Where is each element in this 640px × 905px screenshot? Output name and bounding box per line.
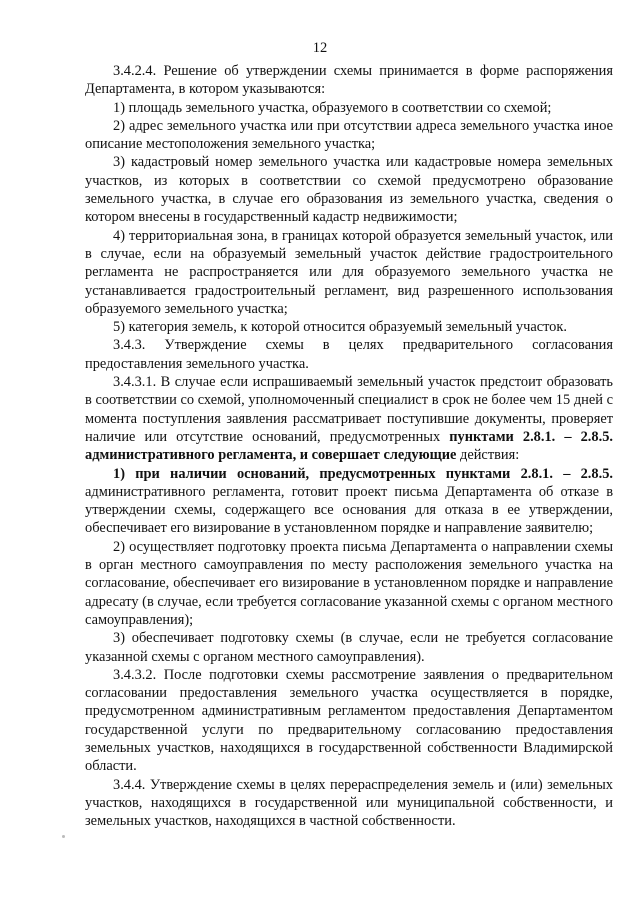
document-body [85, 62, 613, 830]
list-item-3: 3) кадастровый номер земельного участка или кадастровые номера земельных участков, из которых в соответствии со схемой предусмотрено образование земельного участка, в случае его образования из земельного участка, сведения о котором внесены в государственный кадастр недвижимости; [85, 154, 613, 226]
page-number: 12 [312, 40, 328, 56]
action-item-1 [85, 465, 613, 538]
paragraph-3-4-3-1-text: 3.4.3.1. В случае если испрашиваемый земельный участок предстоит образовать в соответствии со схемой, уполномоченный специалист в срок не более чем 15 дней с момента поступления заявления рассматривает поступившие документы, проверяет наличие или отсутствие оснований, предусмотренных [85, 374, 613, 445]
list-item-1: 1) площадь земельного участка, образуемого в соответствии со схемой; [113, 99, 552, 116]
paragraph-3-4-3: 3.4.3. Утверждение схемы в целях предварительного согласования предоставления земельного участка. [85, 337, 613, 372]
action-item-3: 3) обеспечивает подготовку схемы (в случае, если не требуется согласование указанной схемы с органом местного самоуправления). [85, 630, 613, 665]
action-item-1-bold: 1) при наличии оснований, предусмотренных пунктами 2.8.1. – 2.8.5. [113, 465, 613, 482]
paragraph-3-4-3-1-tail: действия: [456, 447, 520, 464]
list-item-5: 5) категория земель, к которой относится образуемый земельный участок. [113, 319, 567, 336]
list-item-2: 2) адрес земельного участка или при отсутствии адреса земельного участка иное описание местоположения земельного участка; [85, 117, 613, 153]
action-item-2: 2) осуществляет подготовку проекта письма Департамента о направлении схемы в орган местного самоуправления по месту расположения земельного участка на согласование, обеспечивает его визирование в установленном порядке и направление адресату (в случае, если требуется согласование указанной схемы с органом местного самоуправления); [85, 538, 613, 628]
action-item-1-text: административного регламента, готовит проект письма Департамента об отказе в утверждении схемы, содержащего все основания для отказа в ее утверждении, обеспечивает его визирование в установленном порядке и направление заявителю; [85, 483, 613, 537]
scan-speck [62, 835, 65, 838]
list-item-4: 4) территориальная зона, в границах которой образуется земельный участок, или в случае, если на образуемый земельный участок действие градостроительного регламента не распространяется или для образуемого земельного участка не устанавливается градостроительный регламент, вид разрешенного использования образуемого земельного участка; [85, 227, 613, 317]
paragraph-3-4-3-1-bold: пунктами 2.8.1. – 2.8.5. административного регламента, и совершает следующие [85, 428, 613, 464]
paragraph-3-4-2-4: 3.4.2.4. Решение об утверждении схемы принимается в форме распоряжения Департамента, в котором указываются: [85, 63, 613, 98]
paragraph-3-4-4: 3.4.4. Утверждение схемы в целях перераспределения земель и (или) земельных участков, находящихся в государственной или муниципальной собственности, и земельных участков, находящихся в частной собственности. [85, 776, 613, 830]
paragraph-3-4-3-1 [85, 373, 613, 464]
paragraph-3-4-3-2: 3.4.3.2. После подготовки схемы рассмотрение заявления о предварительном согласовании предоставления земельного участка осуществляется в порядке, предусмотренном административным регламентом предоставления Департаментом государственной услуги по предварительному согласованию предоставления земельных участков, находящихся в государственной собственности Владимирской области. [85, 666, 613, 775]
